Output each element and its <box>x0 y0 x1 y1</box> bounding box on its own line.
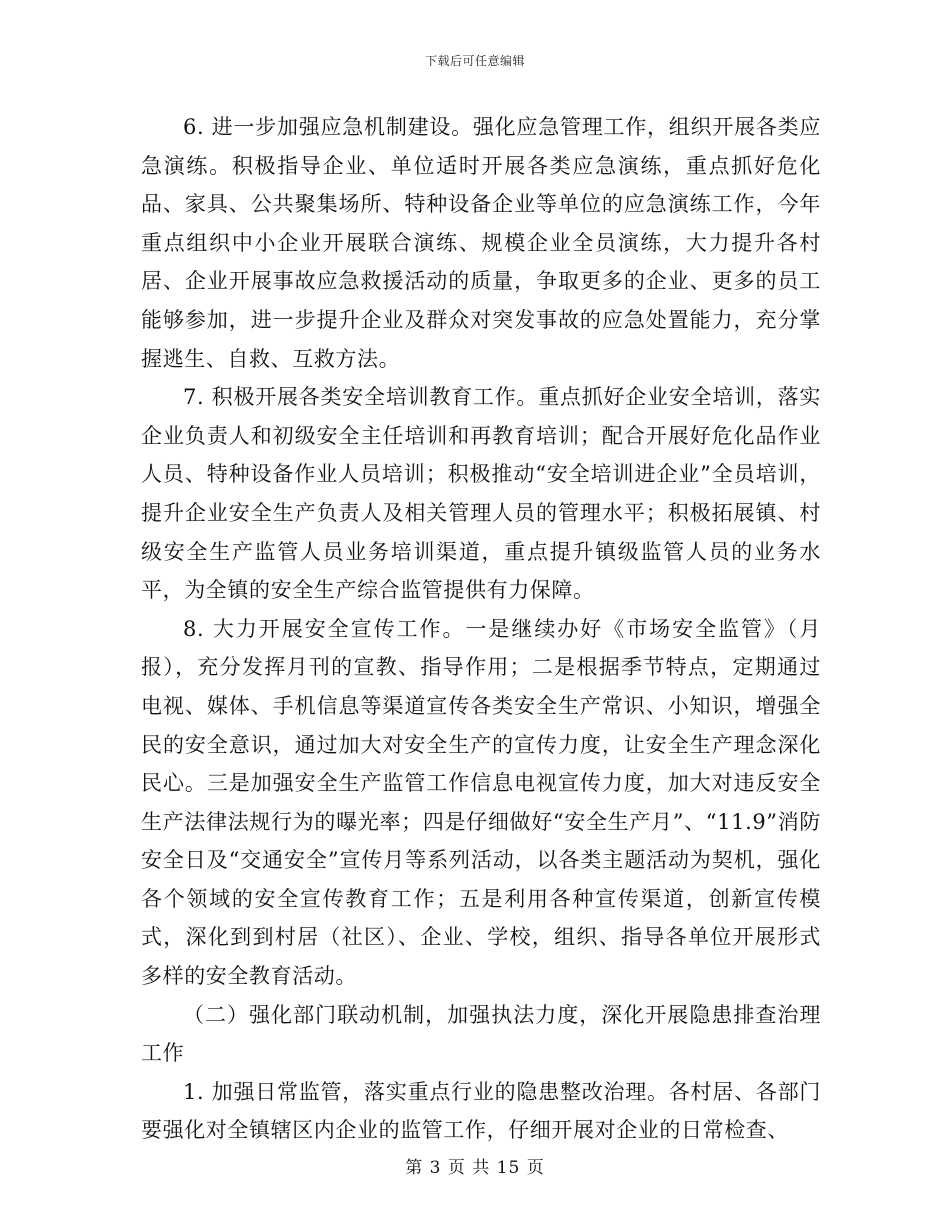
paragraph-item-1: 1. 加强日常监管，落实重点行业的隐患整改治理。各村居、各部门要强化对全镇辖区内企业的监管工作，仔细开展对企业的日常检查、 <box>141 1079 821 1143</box>
page-header: 下载后可任意编辑 <box>424 54 525 68</box>
page-number-footer: 第 3 页 共 15 页 <box>405 1158 545 1178</box>
paragraph-item-8: 8. 大力开展安全宣传工作。一是继续办好《市场安全监管》（月报），充分发挥月刊的宣教、指导作用；二是根据季节特点，定期通过电视、媒体、手机信息等渠道宣传各类安全生产常识、小知识，增强全民的安全意识，通过加大对安全生产的宣传力度，让安全生产理念深化民心。三是加强安全生产监管工作信息电视宣传力度，加大对违反安全生产法律法规行为的曝光率；四是仔细做好“安全生产月”、“11.9”消防安全日及“交通安全”宣传月等系列活动，以各类主题活动为契机，强化各个领域的安全宣传教育工作；五是利用各种宣传渠道，创新宣传模式，深化到到村居（社区）、企业、学校，组织、指导各单位开展形式多样的安全教育活动。 <box>141 616 821 989</box>
section-heading-2: （二）强化部门联动机制，加强执法力度，深化开展隐患排查治理工作 <box>141 1002 821 1066</box>
paragraph-item-7: 7. 积极开展各类安全培训教育工作。重点抓好企业安全培训，落实企业负责人和初级安全主任培训和再教育培训；配合开展好危化品作业人员、特种设备作业人员培训；积极推动“安全培训进企业”全员培训，提升企业安全生产负责人及相关管理人员的管理水平；积极拓展镇、村级安全生产监管人员业务培训渠道，重点提升镇级监管人员的业务水平，为全镇的安全生产综合监管提供有力保障。 <box>141 385 821 603</box>
document-body <box>141 108 821 1150</box>
paragraph-item-6: 6. 进一步加强应急机制建设。强化应急管理工作，组织开展各类应急演练。积极指导企业、单位适时开展各类应急演练，重点抓好危化品、家具、公共聚集场所、特种设备企业等单位的应急演练工作，今年重点组织中小企业开展联合演练、规模企业全员演练，大力提升各村居、企业开展事故应急救援活动的质量，争取更多的企业、更多的员工能够参加，进一步提升企业及群众对突发事故的应急处置能力，充分掌握逃生、自救、互救方法。 <box>141 115 821 371</box>
